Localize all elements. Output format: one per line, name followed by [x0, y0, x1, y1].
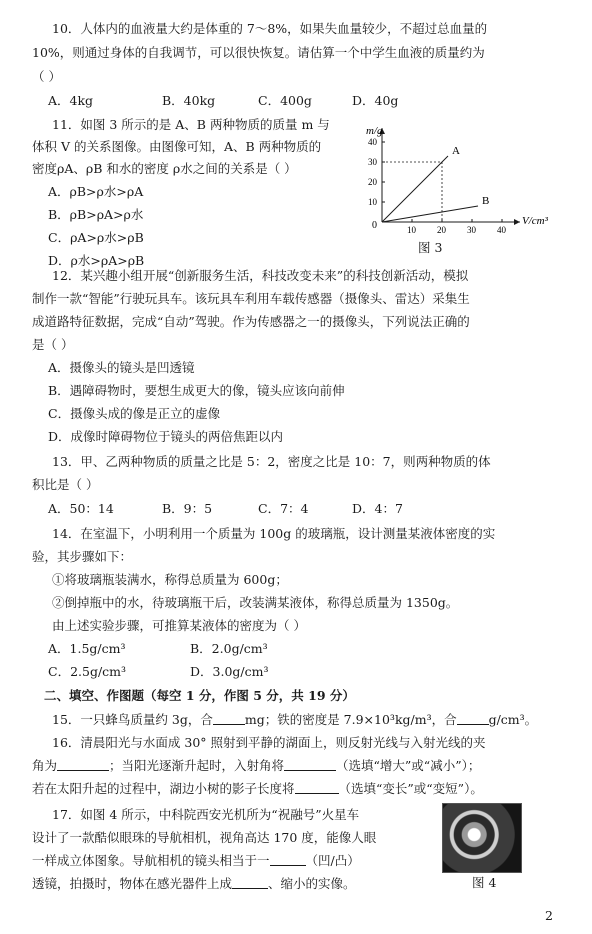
q15-part-c: g/cm³。 — [488, 712, 538, 727]
q16-line3 — [32, 781, 483, 797]
q14-option-c: C．2.5g/cm³ — [48, 664, 127, 679]
q16-line2 — [32, 758, 480, 774]
q17-part-a: 一样成立体图象。导航相机的镜头相当于一 — [32, 853, 270, 868]
series-line-a — [382, 156, 448, 222]
q14-step2: ②倒掉瓶中的水，待玻璃瓶干后，改装满某液体，称得总质量为 1350g。 — [52, 595, 459, 610]
q13-option-b: B．9：5 — [162, 501, 213, 516]
q16-part-a: 角为 — [32, 758, 58, 773]
chart-plot-area — [368, 128, 520, 235]
q17-line4 — [32, 876, 356, 892]
q10-line3: （ ） — [32, 69, 61, 84]
q13-line2: 积比是（ ） — [32, 477, 99, 492]
q11-option-d: D．ρ水>ρA>ρB — [48, 253, 145, 268]
q12-line3: 成道路特征数据，完成“自动”驾驶。作为传感器之一的摄像头，下列说法正确的 — [32, 314, 470, 329]
figure3-chart — [360, 124, 550, 258]
q17-line1: 17．如图 4 所示，中科院西安光机所为“祝融号”火星车 — [52, 807, 360, 822]
y-tick-label: 10 — [368, 197, 377, 207]
q17-part-d: 、缩小的实像。 — [268, 876, 356, 891]
q10-line2: 10%，则通过身体的自我调节，可以很快恢复。请估算一个中学生血液的质量约为 — [32, 45, 485, 60]
y-tick-label: 20 — [368, 177, 377, 187]
q17-blank1[interactable] — [270, 853, 306, 866]
q14-option-d: D．3.0g/cm³ — [190, 664, 269, 679]
q17-line2: 设计了一款酷似眼珠的导航相机，视角高达 170 度，能像人眼 — [32, 830, 377, 845]
q10-option-a: A．4kg — [48, 93, 94, 108]
q14-line2: 验，其步骤如下： — [32, 549, 133, 564]
q11-line2: 体积 V 的关系图像。由图像可知，A、B 两种物质的 — [32, 139, 322, 154]
q12-line4: 是（ ） — [32, 337, 74, 352]
y-tick-label: 30 — [368, 157, 377, 167]
q10-option-b: B．40kg — [162, 93, 216, 108]
q16-part-e: （选填“变长”或“变短”）。 — [338, 781, 483, 796]
figure4-camera-photo — [442, 803, 522, 873]
q14-option-a: A．1.5g/cm³ — [48, 641, 126, 656]
q10-option-c: C．400g — [258, 93, 312, 108]
q17-part-c: 透镜，拍摄时，物体在感光器件上成 — [32, 876, 233, 891]
q12-option-c: C．摄像头成的像是正立的虚像 — [48, 406, 221, 421]
y-tick-label: 40 — [368, 137, 377, 147]
q13-option-a: A．50：14 — [48, 501, 114, 516]
q12-option-b: B．遇障碍物时，要想生成更大的像，镜头应该向前伸 — [48, 383, 345, 398]
q10-line1: 10．人体内的血液量大约是体重的 7～8%，如果失血量较少，不超过总血量的 — [52, 21, 488, 36]
q16-line1: 16．清晨阳光与水面成 30° 照射到平静的湖面上，则反射光线与入射光线的夹 — [52, 735, 486, 750]
q12-line1: 12．某兴趣小组开展“创新服务生活，科技改变未来”的科技创新活动，模拟 — [52, 268, 469, 283]
q15-text — [52, 712, 537, 728]
q17-line3 — [32, 853, 360, 869]
series-line-b — [382, 206, 478, 222]
section2-heading: 二、填空、作图题（每空 1 分，作图 5 分，共 19 分） — [44, 688, 355, 703]
x-axis-label: V/cm³ — [522, 215, 548, 227]
q14-option-b: B．2.0g/cm³ — [190, 641, 268, 656]
q16-blank2[interactable] — [284, 758, 336, 771]
series-label-a: A — [452, 145, 460, 157]
x-tick-label: 40 — [497, 225, 506, 235]
q12-line2: 制作一款“智能”行驶玩具车。该玩具车利用车载传感器（摄像头、雷达）采集生 — [32, 291, 470, 306]
q15-blank1[interactable] — [213, 712, 245, 725]
q14-step1: ①将玻璃瓶装满水，称得总质量为 600g； — [52, 572, 288, 587]
q11-option-b: B．ρB>ρA>ρ水 — [48, 207, 144, 222]
figure4-caption: 图 4 — [472, 875, 497, 890]
x-tick-label: 30 — [467, 225, 476, 235]
q15-part-a: 15．一只蜂鸟质量约 3g，合 — [52, 712, 213, 727]
q16-part-b: ；当阳光逐渐升起时，入射角将 — [109, 758, 285, 773]
origin-label: 0 — [372, 220, 377, 231]
q13-option-c: C．7：4 — [258, 501, 309, 516]
q11-line3: 密度ρA、ρB 和水的密度 ρ水之间的关系是（ ） — [32, 161, 297, 176]
q15-blank2[interactable] — [457, 712, 489, 725]
q17-blank2[interactable] — [232, 876, 268, 889]
q17-part-b: （凹/凸） — [305, 853, 360, 868]
x-axis-arrow — [514, 219, 520, 225]
q12-option-d: D．成像时障碍物位于镜头的两倍焦距以内 — [48, 429, 284, 444]
y-axis-label: m/g — [366, 125, 383, 137]
q10-option-d: D．40g — [352, 93, 399, 108]
q14-line1: 14．在室温下，小明利用一个质量为 100g 的玻璃瓶，设计测量某液体密度的实 — [52, 526, 496, 541]
q14-step3: 由上述实验步骤，可推算某液体的密度为（ ） — [52, 618, 306, 633]
q16-blank1[interactable] — [57, 758, 109, 771]
page-number: 2 — [545, 908, 553, 923]
q15-part-b: mg；铁的密度是 7.9×10³kg/m³，合 — [244, 712, 457, 727]
x-tick-label: 10 — [407, 225, 416, 235]
q16-part-d: 若在太阳升起的过程中，湖边小树的影子长度将 — [32, 781, 295, 796]
q16-blank3[interactable] — [295, 781, 339, 794]
q11-line1: 11．如图 3 所示的是 A、B 两种物质的质量 m 与 — [52, 117, 330, 132]
series-label-b: B — [482, 195, 490, 207]
q16-part-c: （选填“增大”或“减小”）； — [336, 758, 481, 773]
x-tick-label: 20 — [437, 225, 446, 235]
q11-option-c: C．ρA>ρ水>ρB — [48, 230, 144, 245]
q12-option-a: A．摄像头的镜头是凹透镜 — [48, 360, 195, 375]
q11-option-a: A．ρB>ρ水>ρA — [48, 184, 144, 199]
q13-line1: 13．甲、乙两种物质的质量之比是 5：2，密度之比是 10：7，则两种物质的体 — [52, 454, 491, 469]
figure3-caption: 图 3 — [418, 240, 443, 255]
q13-option-d: D．4：7 — [352, 501, 403, 516]
